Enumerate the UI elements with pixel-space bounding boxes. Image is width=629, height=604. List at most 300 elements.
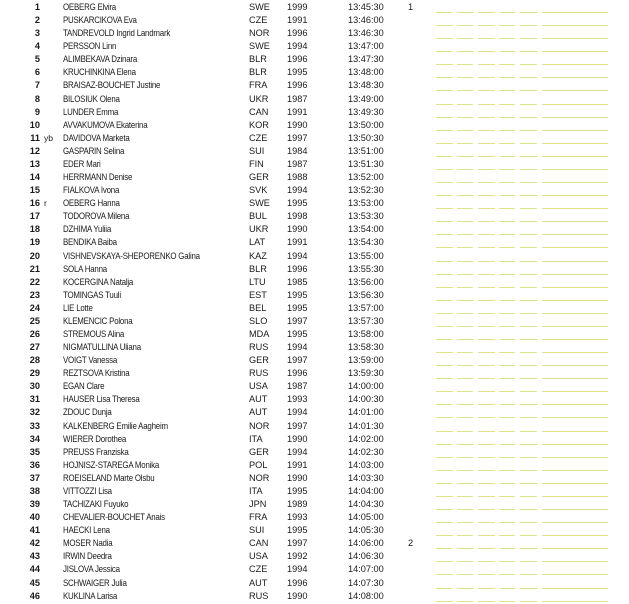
entry-line — [457, 169, 473, 170]
entry-line — [478, 77, 495, 78]
entry-line — [520, 182, 537, 183]
entry-line — [436, 117, 453, 118]
start-time: 13:57:00 — [348, 302, 384, 313]
nation-code: AUT — [249, 394, 268, 405]
entry-line — [520, 601, 537, 602]
table-row — [0, 315, 629, 328]
bib-number: 26 — [29, 329, 40, 339]
entry-line — [436, 339, 453, 340]
table-row — [0, 459, 629, 472]
nation-code: NOR — [249, 420, 270, 431]
bib-number: 42 — [29, 538, 40, 549]
table-row — [0, 590, 629, 603]
entry-line — [499, 300, 515, 301]
entry-line — [499, 548, 515, 549]
entry-line — [457, 522, 473, 523]
bib-number: 39 — [29, 499, 40, 510]
birth-year: 1985 — [287, 276, 308, 287]
entry-line — [436, 326, 453, 327]
entry-line — [542, 247, 608, 248]
bib-number: 38 — [29, 485, 40, 496]
athlete-name: JISLOVA Jessica — [63, 564, 120, 575]
entry-line — [499, 77, 515, 78]
table-row — [0, 577, 629, 590]
entry-line — [478, 378, 495, 379]
entry-line — [457, 247, 473, 248]
entry-line — [436, 522, 453, 523]
entry-line — [520, 117, 537, 118]
entry-line — [478, 548, 495, 549]
entry-line — [457, 182, 473, 183]
birth-year: 1996 — [287, 263, 308, 274]
entry-line — [436, 156, 453, 157]
athlete-name: KALKENBERG Emilie Aagheim — [63, 420, 168, 431]
athlete-name: CHEVALIER-BOUCHET Anais — [63, 512, 165, 523]
entry-lines — [436, 601, 606, 603]
athlete-name: OEBERG Hanna — [63, 198, 120, 209]
entry-line — [436, 234, 453, 235]
entry-line — [542, 470, 608, 471]
entry-line — [436, 195, 453, 196]
entry-line — [520, 38, 537, 39]
bib-number: 32 — [29, 407, 40, 418]
entry-line — [478, 601, 495, 602]
start-time: 13:54:30 — [348, 237, 384, 248]
bib-number: 4 — [34, 41, 40, 52]
entry-line — [478, 261, 495, 262]
nation-code: SWE — [249, 198, 270, 209]
entry-line — [436, 261, 453, 262]
table-row — [0, 158, 629, 171]
athlete-name: STREMOUS Alina — [63, 329, 125, 339]
table-row — [0, 223, 629, 236]
birth-year: 1993 — [287, 512, 308, 523]
nation-code: EST — [249, 289, 267, 300]
entry-line — [478, 561, 495, 562]
entry-line — [436, 470, 453, 471]
table-row — [0, 498, 629, 511]
entry-line — [436, 221, 453, 222]
birth-year: 1995 — [287, 289, 308, 300]
entry-line — [542, 352, 608, 353]
birth-year: 1992 — [287, 551, 308, 562]
entry-line — [478, 339, 495, 340]
entry-line — [520, 156, 537, 157]
bib-number: 22 — [29, 276, 40, 287]
entry-line — [457, 12, 473, 13]
table-row — [0, 40, 629, 53]
start-time: 14:00:30 — [348, 394, 384, 405]
entry-line — [520, 25, 537, 26]
entry-line — [478, 247, 495, 248]
entry-line — [542, 156, 608, 157]
entry-line — [542, 535, 608, 536]
entry-line — [457, 431, 473, 432]
start-time: 14:07:00 — [348, 564, 384, 575]
bib-number: 5 — [34, 54, 40, 65]
table-row — [0, 171, 629, 184]
start-time: 14:03:00 — [348, 459, 384, 470]
birth-year: 1999 — [287, 2, 308, 12]
nation-code: BUL — [249, 211, 267, 222]
start-time: 14:04:30 — [348, 499, 384, 510]
start-time: 13:53:30 — [348, 211, 384, 222]
entry-line — [457, 352, 473, 353]
entry-line — [499, 496, 515, 497]
start-time: 14:05:30 — [348, 525, 384, 536]
row-note: r — [44, 198, 47, 209]
birth-year: 1984 — [287, 145, 308, 156]
entry-line — [542, 300, 608, 301]
entry-line — [520, 221, 537, 222]
entry-line — [457, 365, 473, 366]
entry-line — [478, 444, 495, 445]
entry-line — [478, 156, 495, 157]
bib-number: 36 — [29, 459, 40, 470]
entry-line — [478, 431, 495, 432]
start-time: 13:59:30 — [348, 368, 384, 379]
entry-line — [520, 431, 537, 432]
birth-year: 1987 — [287, 158, 308, 169]
birth-year: 1996 — [287, 577, 308, 588]
birth-year: 1995 — [287, 485, 308, 496]
entry-line — [478, 182, 495, 183]
nation-code: CZE — [249, 132, 268, 143]
birth-year: 1994 — [287, 41, 308, 52]
entry-line — [478, 483, 495, 484]
entry-line — [520, 90, 537, 91]
entry-line — [542, 365, 608, 366]
entry-line — [436, 535, 453, 536]
entry-line — [478, 12, 495, 13]
start-time: 13:48:00 — [348, 67, 384, 78]
table-row — [0, 367, 629, 380]
nation-code: BEL — [249, 302, 267, 313]
start-time: 13:56:30 — [348, 289, 384, 300]
entry-line — [542, 574, 608, 575]
entry-line — [457, 104, 473, 105]
bib-number: 23 — [29, 289, 40, 300]
birth-year: 1989 — [287, 499, 308, 510]
bib-number: 43 — [29, 551, 40, 562]
entry-line — [478, 64, 495, 65]
athlete-name: OEBERG Elvira — [63, 2, 116, 12]
entry-line — [457, 535, 473, 536]
birth-year: 1994 — [287, 564, 308, 575]
entry-line — [499, 509, 515, 510]
entry-line — [457, 221, 473, 222]
entry-line — [520, 77, 537, 78]
athlete-name: NIGMATULLINA Uliana — [63, 342, 141, 353]
nation-code: AUT — [249, 407, 268, 418]
nation-code: BLR — [249, 54, 267, 65]
entry-line — [499, 64, 515, 65]
entry-line — [520, 391, 537, 392]
entry-line — [436, 417, 453, 418]
entry-line — [542, 391, 608, 392]
entry-line — [520, 234, 537, 235]
entry-line — [457, 313, 473, 314]
entry-line — [499, 404, 515, 405]
entry-line — [542, 12, 608, 13]
entry-line — [457, 509, 473, 510]
entry-line — [542, 561, 608, 562]
athlete-name: HAECKI Lena — [63, 525, 110, 536]
entry-line — [499, 365, 515, 366]
table-row — [0, 420, 629, 433]
entry-line — [436, 365, 453, 366]
entry-line — [520, 404, 537, 405]
entry-line — [478, 143, 495, 144]
entry-line — [542, 143, 608, 144]
entry-line — [457, 130, 473, 131]
entry-line — [499, 431, 515, 432]
entry-line — [478, 169, 495, 170]
entry-line — [436, 77, 453, 78]
birth-year: 1994 — [287, 407, 308, 418]
birth-year: 1998 — [287, 211, 308, 222]
birth-year: 1994 — [287, 250, 308, 261]
nation-code: FIN — [249, 158, 264, 169]
entry-line — [499, 261, 515, 262]
birth-year: 1994 — [287, 185, 308, 196]
entry-line — [499, 601, 515, 602]
nation-code: UKR — [249, 93, 269, 104]
entry-line — [542, 208, 608, 209]
athlete-name: IRWIN Deedra — [63, 551, 112, 562]
table-row — [0, 66, 629, 79]
entry-line — [457, 287, 473, 288]
entry-line — [542, 404, 608, 405]
entry-line — [542, 548, 608, 549]
start-time: 13:56:00 — [348, 276, 384, 287]
nation-code: SLO — [249, 315, 268, 326]
bib-number: 13 — [29, 158, 40, 169]
entry-line — [478, 352, 495, 353]
entry-line — [520, 417, 537, 418]
entry-line — [499, 234, 515, 235]
row-note: yb — [44, 132, 54, 143]
entry-line — [520, 444, 537, 445]
entry-line — [499, 195, 515, 196]
table-row — [0, 106, 629, 119]
entry-line — [520, 208, 537, 209]
table-row — [0, 210, 629, 223]
entry-line — [499, 326, 515, 327]
bib-number: 7 — [34, 80, 40, 91]
birth-year: 1991 — [287, 15, 308, 26]
nation-code: USA — [249, 381, 268, 392]
table-row — [0, 184, 629, 197]
entry-line — [457, 470, 473, 471]
entry-line — [478, 509, 495, 510]
start-time: 13:52:00 — [348, 172, 384, 183]
entry-line — [478, 522, 495, 523]
bib-number: 33 — [29, 420, 40, 431]
birth-year: 1990 — [287, 119, 308, 130]
start-time: 13:52:30 — [348, 185, 384, 196]
nation-code: KOR — [249, 119, 269, 130]
entry-line — [457, 208, 473, 209]
nation-code: BLR — [249, 67, 267, 78]
entry-line — [542, 378, 608, 379]
bib-number: 46 — [29, 590, 40, 601]
nation-code: POL — [249, 459, 268, 470]
entry-line — [436, 143, 453, 144]
nation-code: SUI — [249, 525, 265, 536]
start-time: 14:02:00 — [348, 433, 384, 444]
table-row — [0, 276, 629, 289]
entry-line — [478, 104, 495, 105]
group-number: 2 — [408, 538, 414, 549]
entry-line — [499, 522, 515, 523]
entry-line — [478, 365, 495, 366]
table-row — [0, 119, 629, 132]
entry-line — [436, 483, 453, 484]
entry-line — [499, 274, 515, 275]
entry-line — [520, 496, 537, 497]
entry-line — [542, 182, 608, 183]
entry-line — [478, 130, 495, 131]
entry-line — [478, 588, 495, 589]
start-time: 13:47:00 — [348, 41, 384, 52]
birth-year: 1990 — [287, 590, 308, 601]
birth-year: 1994 — [287, 446, 308, 457]
entry-line — [436, 208, 453, 209]
table-row — [0, 289, 629, 302]
entry-line — [457, 156, 473, 157]
entry-line — [520, 548, 537, 549]
athlete-name: FIALKOVA Ivona — [63, 185, 120, 196]
table-row — [0, 485, 629, 498]
start-time: 14:05:00 — [348, 512, 384, 523]
entry-line — [520, 195, 537, 196]
nation-code: CZE — [249, 564, 268, 575]
entry-line — [499, 247, 515, 248]
nation-code: CZE — [249, 15, 268, 26]
entry-line — [457, 326, 473, 327]
birth-year: 1996 — [287, 54, 308, 65]
bib-number: 28 — [29, 355, 40, 366]
entry-line — [542, 522, 608, 523]
entry-line — [436, 574, 453, 575]
bib-number: 17 — [29, 211, 40, 222]
start-time: 14:07:30 — [348, 577, 384, 588]
table-row — [0, 132, 629, 145]
birth-year: 1996 — [287, 80, 308, 91]
entry-line — [478, 326, 495, 327]
entry-line — [436, 378, 453, 379]
nation-code: RUS — [249, 590, 269, 601]
entry-line — [542, 90, 608, 91]
athlete-name: PREUSS Franziska — [63, 446, 129, 457]
table-row — [0, 537, 629, 550]
entry-line — [457, 601, 473, 602]
entry-line — [499, 483, 515, 484]
entry-line — [499, 221, 515, 222]
entry-line — [499, 208, 515, 209]
entry-line — [457, 574, 473, 575]
nation-code: BLR — [249, 263, 267, 274]
table-row — [0, 1, 629, 14]
entry-line — [520, 104, 537, 105]
nation-code: LAT — [249, 237, 266, 248]
entry-line — [499, 561, 515, 562]
start-time: 13:58:30 — [348, 342, 384, 353]
entry-line — [436, 391, 453, 392]
entry-line — [499, 417, 515, 418]
entry-line — [436, 25, 453, 26]
entry-line — [478, 535, 495, 536]
table-row — [0, 406, 629, 419]
entry-line — [499, 339, 515, 340]
nation-code: SWE — [249, 41, 270, 52]
athlete-name: SCHWAIGER Julia — [63, 577, 127, 588]
athlete-name: DAVIDOVA Marketa — [63, 132, 130, 143]
start-time: 14:08:00 — [348, 590, 384, 601]
birth-year: 1995 — [287, 302, 308, 313]
bib-number: 14 — [29, 172, 40, 183]
nation-code: GER — [249, 355, 269, 366]
entry-line — [478, 391, 495, 392]
athlete-name: EDER Mari — [63, 158, 101, 169]
table-row — [0, 27, 629, 40]
entry-line — [478, 51, 495, 52]
athlete-name: REZTSOVA Kristina — [63, 368, 130, 379]
entry-line — [520, 326, 537, 327]
birth-year: 1991 — [287, 106, 308, 117]
nation-code: CAN — [249, 538, 269, 549]
table-row — [0, 236, 629, 249]
table-row — [0, 263, 629, 276]
bib-number: 34 — [29, 433, 40, 444]
birth-year: 1987 — [287, 93, 308, 104]
entry-line — [478, 208, 495, 209]
bib-number: 41 — [29, 525, 40, 536]
athlete-name: DZHIMA Yuliia — [63, 224, 111, 235]
entry-line — [542, 38, 608, 39]
birth-year: 1987 — [287, 381, 308, 392]
entry-line — [457, 378, 473, 379]
athlete-name: PUSKARCIKOVA Eva — [63, 15, 137, 26]
entry-line — [478, 300, 495, 301]
entry-line — [478, 287, 495, 288]
nation-code: FRA — [249, 512, 268, 523]
entry-line — [499, 378, 515, 379]
start-time: 13:55:30 — [348, 263, 384, 274]
entry-line — [542, 130, 608, 131]
athlete-name: LUNDER Emma — [63, 106, 119, 117]
bib-number: 45 — [29, 577, 40, 588]
table-row — [0, 302, 629, 315]
entry-line — [457, 548, 473, 549]
entry-line — [520, 143, 537, 144]
entry-line — [542, 457, 608, 458]
entry-line — [520, 12, 537, 13]
entry-line — [436, 457, 453, 458]
start-time: 13:51:30 — [348, 158, 384, 169]
athlete-name: WIERER Dorothea — [63, 433, 127, 444]
entry-line — [499, 38, 515, 39]
birth-year: 1997 — [287, 355, 308, 366]
entry-line — [542, 339, 608, 340]
start-time: 14:03:30 — [348, 472, 384, 483]
bib-number: 27 — [29, 342, 40, 353]
start-time: 13:59:00 — [348, 355, 384, 366]
entry-line — [436, 169, 453, 170]
start-time: 14:02:30 — [348, 446, 384, 457]
entry-line — [457, 195, 473, 196]
